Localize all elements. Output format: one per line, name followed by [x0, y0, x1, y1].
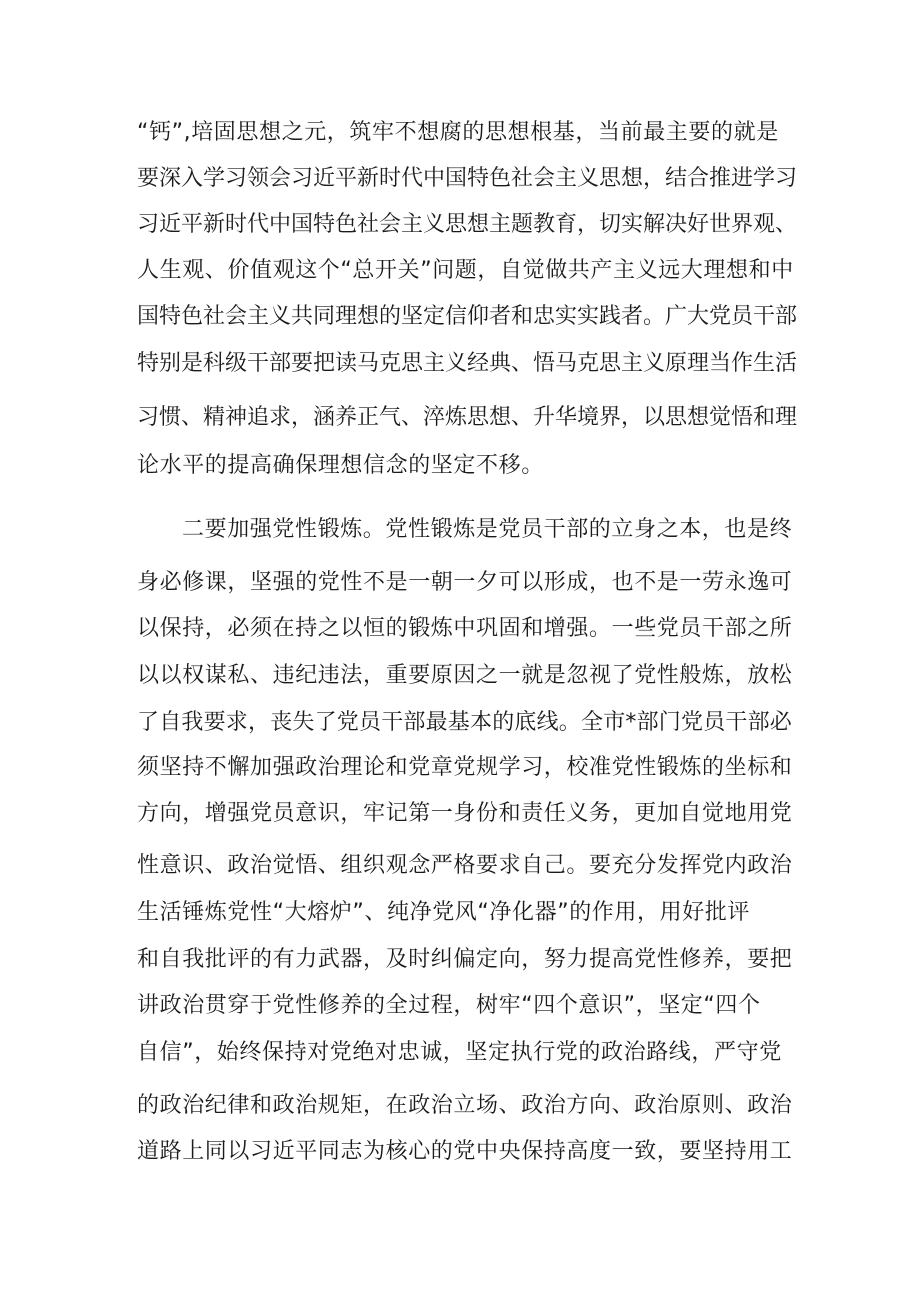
text-line: 习近平新时代中国特色社会主义思想主题教育，切实解决好世界观、 — [137, 212, 798, 237]
text-line: 和自我批评的有力武器，及时纠偏定向，努力提高党性修养，要把 — [137, 947, 793, 972]
text-line: 特别是科级干部要把读马克思主义经典、悟马克思主义原理当作生活 — [137, 351, 798, 376]
text-line: 须坚持不懈加强政治理论和党章党规学习，校准党性锻炼的坐标和 — [137, 755, 793, 780]
text-line: 人生观、价值观这个“总开关”问题，自觉做共产主义远大理想和中 — [137, 258, 794, 283]
text-line: “钙”,培固思想之元，筑牢不想腐的思想根基，当前最主要的就是 — [137, 120, 779, 145]
text-line: 道路上同以习近平同志为核心的党中央保持高度一致，要坚持用工 — [137, 1139, 793, 1164]
text-line: 方向，增强党员意识，牢记第一身份和责任义务，更加自觉地用党 — [137, 801, 793, 826]
text-line: 生活锤炼党性“大熔炉”、纯净党风“净化器”的作用，用好批评 — [137, 900, 750, 925]
text-line: 身必修课，坚强的党性不是一朝一夕可以形成，也不是一劳永逸可 — [137, 570, 793, 595]
text-line: 自信”，始终保持对党绝对忠诚，坚定执行党的政治路线，严守党 — [137, 1040, 782, 1065]
text-line: 习惯、精神追求，涵养正气、淬炼思想、升华境界，以思想觉悟和理 — [137, 405, 798, 430]
text-line: 的政治纪律和政治规矩，在政治立场、政治方向、政治原则、政治 — [137, 1093, 793, 1118]
text-line: 以以权谋私、违纪违法，重要原因之一就是忽视了党性般炼，放松 — [137, 663, 793, 688]
text-line: 要深入学习领会习近平新时代中国特色社会主义思想，结合推进学习 — [137, 166, 798, 191]
text-line: 国特色社会主义共同理想的坚定信仰者和忠实实践者。广大党员干部 — [137, 304, 798, 329]
text-line: 以保持，必须在持之以恒的锻炼中巩固和增强。一些党员干部之所 — [137, 616, 793, 641]
text-line: 讲政治贯穿于党性修养的全过程，树牢“四个意识”，坚定“四个 — [137, 993, 761, 1018]
text-line: 论水平的提高确保理想信念的坚定不移。 — [137, 453, 544, 478]
text-line: 二要加强党性锻炼。党性锻炼是党员干部的立身之本，也是终 — [182, 517, 793, 542]
text-line: 性意识、政治觉悟、组织观念严格要求自己。要充分发挥党内政治 — [137, 853, 793, 878]
text-line: 了自我要求，丧失了党员干部最基本的底线。全市*部门党员干部必 — [137, 710, 793, 735]
